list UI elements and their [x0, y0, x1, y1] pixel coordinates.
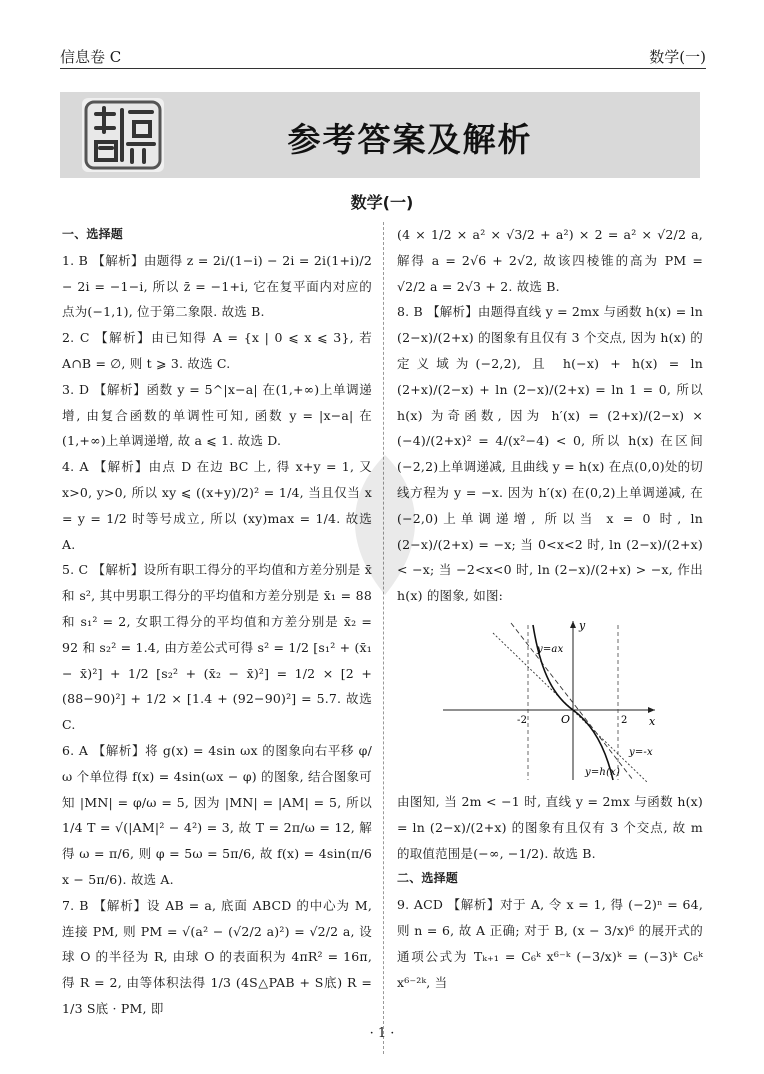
answer-4: 4. A 【解析】由点 D 在边 BC 上, 得 x+y = 1, 又 x>0, y>0, 所以 xy ⩽ ((x+y)/2)² = 1/4, 当且仅当 x = y = 1/2 时等号成立, 所以 (xy)max = 1/4. 故选 A. [62, 459, 372, 552]
line-ax-label: y=ax [537, 643, 564, 655]
subject-title: 数学(一) [350, 193, 414, 212]
x-axis-label: x [649, 714, 656, 728]
answer-9: 9. ACD 【解析】对于 A, 令 x = 1, 得 (−2)ⁿ = 64, 则 n = 6, 故 A 正确; 对于 B, (x − 3/x)⁶ 的展开式的通项公式为 Tₖ₊₁ = C₆ᵏ x⁶⁻ᵏ (−3/x)ᵏ = (−3)ᵏ C₆ᵏ x⁶⁻²ᵏ, 当 [397, 897, 703, 990]
y-axis-arrow [570, 621, 576, 628]
line-ax [511, 623, 633, 780]
answer-6: 6. A 【解析】将 g(x) = 4sin ωx 的图象向右平移 φ/ω 个单位得 f(x) = 4sin(ωx − φ) 的图象, 结合图象可知 |MN| = φ/ω = 5, 因为 |MN| = |AM| = 5, 所以 1/4 T = √(|AM|² − 4²) = 3, 故 T = 2π/ω = 12, 解得 ω = π/6, 则 φ = 5ω = 5π/6, 故 f(x) = 4sin(π/6 x − 5π/6). 故选 A. [62, 742, 372, 887]
answer-7-cont: (4 × 1/2 × a² × √3/2 + a²) × 2 = a² × √2/2 a, 解得 a = 2√6 + 2√2, 故该四棱锥的高为 PM = √2/2 a = 2√3 + 2. 故选 B. [397, 227, 703, 294]
header-left: 信息卷 C [60, 48, 122, 66]
left-column [62, 222, 372, 1022]
answer-1: 1. B 【解析】由题得 z = 2i/(1−i) − 2i = 2i(1+i)/2 − 2i = −1−i, 所以 z̄ = −1+i, 它在复平面内对应的点为(−1,1), 位于第二象限. 故选 B. [62, 252, 372, 320]
answer-8: 8. B 【解析】由题得直线 y = 2mx 与函数 h(x) = ln (2−x)/(2+x) 的图象有且仅有 3 个交点, 因为 h(x) 的定义域为(−2,2), 且 h(−x) + h(x) = ln (2+x)/(2−x) + ln (2−x)/(2+x) = ln 1 = 0, 所以 h(x) 为奇函数, 因为 h′(x) = (2+x)/(2−x) × (−4)/(2+x)² = 4/(x²−4) < 0, 所以 h(x) 在区间(−2,2)上单调递减, 且曲线 y = h(x) 在点(0,0)处的切线方程为 y = −x. 因为 h′(x) 在(0,2)上单调递减, 在(−2,0)上单调递增, 所以当 x = 0 时, ln (2−x)/(2+x) = −x; 当 0<x<2 时, ln (2−x)/(2+x) < −x; 当 −2<x<0 时, ln (2−x)/(2+x) > −x, 作出 h(x) 的图象, 如图: [397, 304, 703, 604]
title-banner [60, 92, 700, 178]
answer-3: 3. D 【解析】函数 y = 5^|x−a| 在(1,+∞)上单调递增, 由复合函数的单调性可知, 函数 y = |x−a| 在(1,+∞)上单调递增, 故 a ⩽ 1. 故选 D. [62, 381, 372, 449]
answer-8-cont: 由图知, 当 2m < −1 时, 直线 y = 2mx 与函数 h(x) = ln (2−x)/(2+x) 的图象有且仅有 3 个交点, 故 m 的取值范围是(−∞, −1/2). 故选 B. [397, 793, 703, 861]
tick-pos-label: 2 [621, 714, 628, 726]
y-axis-label: y [579, 618, 586, 632]
page-number: · 1 · [369, 1026, 395, 1041]
origin-label: O [561, 712, 571, 726]
page-header [60, 42, 706, 69]
x-axis-arrow [648, 707, 655, 713]
tangent-label: y=-x [629, 746, 653, 758]
section-heading: 一、选择题 [62, 227, 124, 241]
tick-neg-label: -2 [517, 714, 528, 726]
answer-2: 2. C 【解析】由已知得 A = {x | 0 ⩽ x ⩽ 3}, 若 A∩B = ∅, 则 t ⩾ 3. 故选 C. [62, 330, 372, 371]
right-column [397, 222, 703, 995]
answer-5: 5. C 【解析】设所有职工得分的平均值和方差分别是 x̄ 和 s², 其中男职工得分的平均值和方差分别是 x̄₁ = 88 和 s₁² = 2, 女职工得分的平均值和方差分别是 x̄₂ = 92 和 s₂² = 1.4, 由方差公式可得 s² = 1/2 [s₁² + (x̄₁ − x̄)²] + 1/2 [s₂² + (x̄₂ − x̄)²] = 1/2 × [2 + (88−90)²] + 1/2 × [1.4 + (92−90)²] = 5.7. 故选 C. [62, 562, 372, 733]
banner-title: 参考答案及解析 [287, 120, 533, 159]
section-heading-2: 二、选择题 [397, 871, 459, 886]
watermark-icon [330, 450, 440, 600]
column-divider [383, 222, 384, 1054]
header-right: 数学(一) [649, 48, 706, 66]
answer-7: 7. B 【解析】设 AB = a, 底面 ABCD 的中心为 M, 连接 PM, 则 PM = √(a² − (√2/2 a)²) = √2/2 a, 设球 O 的半径为 R, 由球 O 的表面积为 4πR² = 16π, 得 R = 2, 由等体积法得 1/3 (4S△PAB + S底) R = 1/3 S底 · PM, 即 [62, 897, 372, 1016]
curve-label: y=h(x) [585, 766, 621, 778]
function-graph [433, 615, 663, 785]
